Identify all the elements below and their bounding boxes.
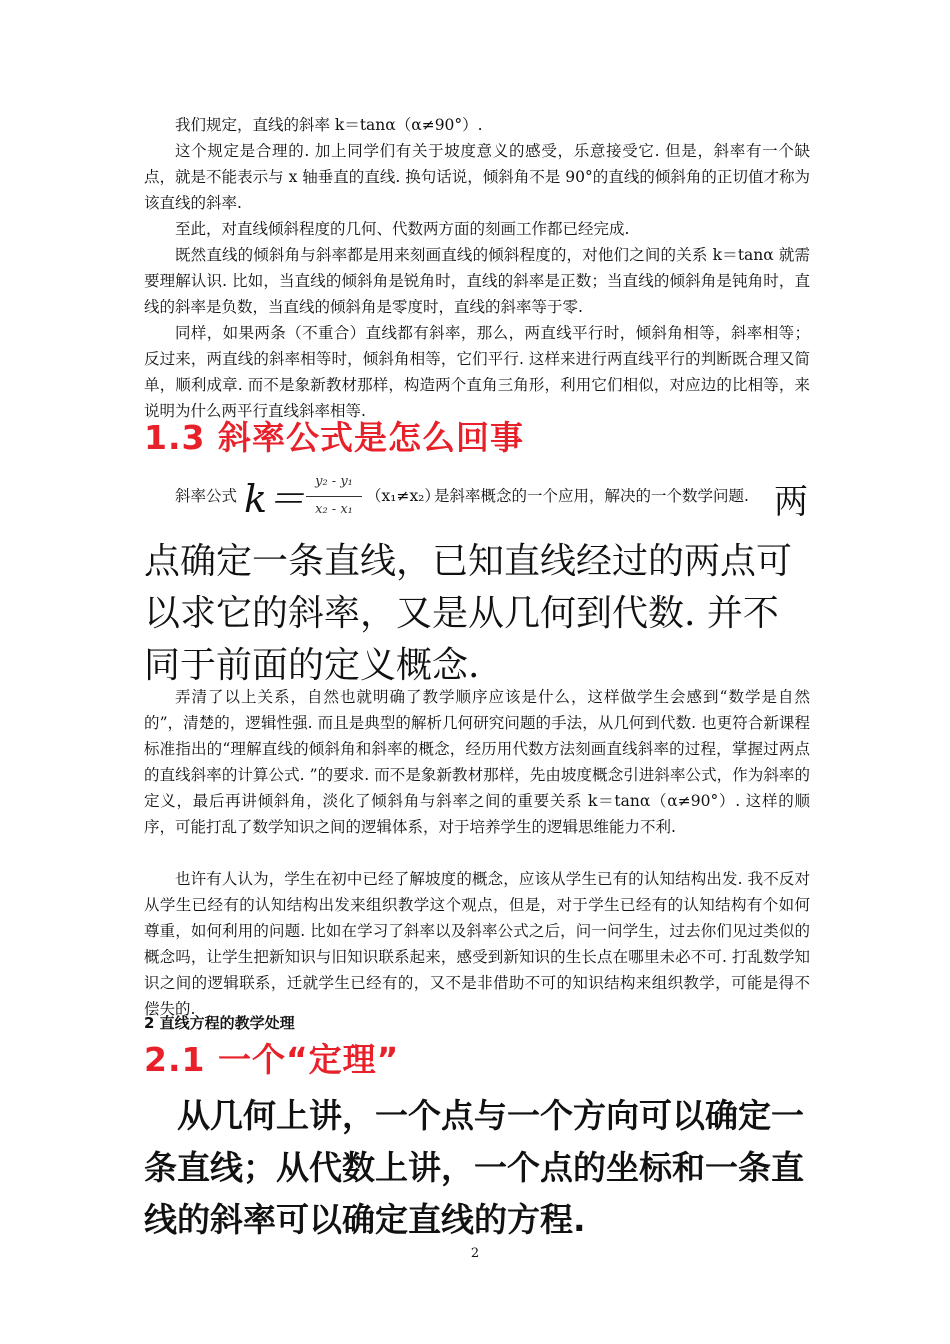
heading-1-3: 1.3 斜率公式是怎么回事 bbox=[144, 418, 524, 457]
formula-condition: （x₁≠x₂） bbox=[366, 487, 440, 505]
paragraph-parallel-lines: 同样，如果两条（不重合）直线都有斜率，那么，两直线平行时，倾斜角相等，斜率相等；反过来，两直线的斜率相等时，倾斜角相等，它们平行. 这样来进行两直线平行的判断既合理又简单，顺利成章. 而不是象新教材那样，构造两个直角三角形，利用它们相似，对应边的比相等，来说明为什么两平行直线斜率相等. bbox=[144, 324, 810, 420]
paragraph-teaching-order: 弄清了以上关系，自然也就明确了教学顺序应该是什么，这样做学生会感到“数学是自然的”，清楚的，逻辑性强. 而且是典型的解析几何研究问题的手法，从几何到代数. 也更符合新课程标准指出的“理解直线的倾斜角和斜率的概念，经历用代数方法刻画直线斜率的过程，掌握过两点的直线斜率的计算公式. ”的要求. 而不是象新教材那样，先由坡度概念引进斜率公式，作为斜率的定义，最后再讲倾斜角，淡化了倾斜角与斜率之间的重要关系 k＝tanα（α≠90°）. 这样的顺序，可能打乱了数学知识之间的逻辑体系，对于培养学生的逻辑思维能力不利. bbox=[144, 688, 810, 836]
paragraph-slope-definition: 我们规定，直线的斜率 k＝tanα（α≠90°）. bbox=[175, 116, 483, 134]
paragraph-slope-reasonable: 这个规定是合理的. 加上同学们有关于坡度意义的感受，乐意接受它. 但是，斜率有一个缺点，就是不能表示与 x 轴垂直的直线. 换句话说，倾斜角不是 90°的直线的倾斜角的正切值才称为该直线的斜率. bbox=[144, 142, 810, 212]
fraction-bar bbox=[306, 496, 362, 497]
slope-fraction bbox=[304, 472, 364, 522]
formula-prefix: 斜率公式 bbox=[175, 487, 238, 505]
heading-2-1: 2.1 一个“定理” bbox=[144, 1040, 400, 1079]
formula-k: k＝ bbox=[244, 477, 306, 521]
paragraph-relationship: 既然直线的倾斜角与斜率都是用来刻画直线的倾斜程度的，对他们之间的关系 k＝tanα 就需要理解认识. 比如，当直线的倾斜角是锐角时，直线的斜率是正数；当直线的倾斜角是钝角时，直线的斜率是负数，当直线的倾斜角是零度时，直线的斜率等于零. bbox=[144, 246, 810, 316]
formula-suffix: 是斜率概念的一个应用，解决的一个数学问题. bbox=[434, 487, 749, 505]
fraction-numerator: y₂ - y₁ bbox=[315, 474, 353, 489]
slope-formula-line bbox=[144, 470, 810, 524]
paragraph-cognitive-structure: 也许有人认为，学生在初中已经了解坡度的概念，应该从学生已有的认知结构出发. 我不反对从学生已经有的认知结构出发来组织教学这个观点，但是，对于学生已经有的认知结构有个如何尊重，如何利用的问题. 比如在学习了斜率以及斜率公式之后，问一问学生，过去你们见过类似的概念吗，让学生把新知识与旧知识联系起来，感受到新知识的生长点在哪里未必不可. 打乱数学知识之间的逻辑联系，迁就学生已经有的，又不是非借助不可的知识结构来组织教学，可能是得不偿失的. bbox=[144, 870, 810, 1018]
formula-tail: 两 bbox=[774, 482, 808, 522]
page-number: 2 bbox=[470, 1246, 480, 1261]
paragraph-theorem-bold: 从几何上讲，一个点与一个方向可以确定一条直线；从代数上讲，一个点的坐标和一条直线的斜率可以确定直线的方程. bbox=[144, 1096, 804, 1239]
fraction-denominator: x₂ - x₁ bbox=[315, 502, 353, 517]
paragraph-two-points-large: 点确定一条直线，已知直线经过的两点可以求它的斜率，又是从几何到代数. 并不同于前面的定义概念. bbox=[144, 541, 793, 686]
heading-2: 2 直线方程的教学处理 bbox=[144, 1014, 295, 1032]
paragraph-completed: 至此，对直线倾斜程度的几何、代数两方面的刻画工作都已经完成. bbox=[175, 220, 630, 238]
